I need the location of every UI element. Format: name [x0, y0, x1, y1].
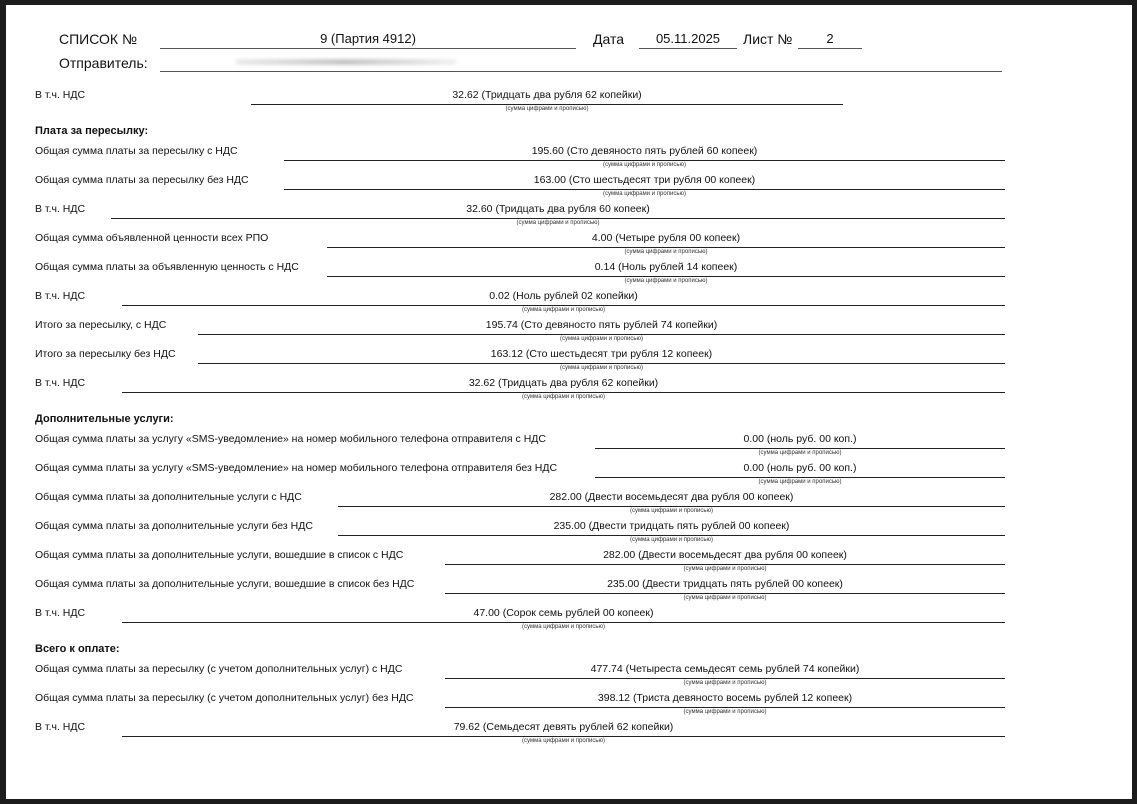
field-hint: (сумма цифрами и прописью) — [522, 623, 605, 630]
field-label: Общая сумма платы за услугу «SMS-уведомление» на номер мобильного телефона отправителя без НДС — [35, 462, 558, 474]
date-value: 05.11.2025 — [655, 31, 721, 46]
field-value: 235.00 (Двести тридцать пять рублей 00 копеек) — [607, 578, 843, 590]
field-hint: (сумма цифрами и прописью) — [630, 536, 713, 543]
field-value-box — [445, 546, 1005, 575]
field-value-box — [198, 345, 1005, 374]
field-value-box — [198, 316, 1005, 345]
sender-redacted-value — [236, 59, 456, 65]
field-value-box — [251, 86, 843, 115]
sheet-value: 2 — [826, 31, 834, 46]
section-title: Плата за пересылку: — [35, 125, 149, 137]
field-hint: (сумма цифрами и прописью) — [624, 277, 708, 284]
field-label: Общая сумма объявленной ценности всех РПО — [35, 232, 269, 244]
field-label: В т.ч. НДС — [35, 290, 86, 302]
field-value-box — [595, 430, 1005, 459]
field-label: Общая сумма платы за дополнительные услуги, вошедшие в список без НДС — [35, 578, 415, 590]
field-hint: (сумма цифрами и прописью) — [560, 364, 643, 371]
field-value: 32.62 (Тридцать два рубля 62 копейки) — [468, 377, 659, 389]
field-hint: (сумма цифрами и прописью) — [522, 393, 605, 400]
field-label: Итого за пересылку, с НДС — [35, 319, 167, 331]
field-value: 282.00 (Двести восемьдесят два рубля 00 копеек) — [549, 491, 794, 503]
additional-row — [35, 459, 1105, 488]
additional-row — [35, 517, 1105, 546]
field-value: 235.00 (Двести тридцать пять рублей 00 копеек) — [553, 520, 790, 532]
section-postage — [35, 115, 1105, 142]
field-hint: (сумма цифрами и прописью) — [683, 565, 767, 572]
field-value: 195.60 (Сто девяносто пять рублей 60 копеек) — [531, 145, 758, 157]
field-hint: (сумма цифрами и прописью) — [560, 335, 643, 342]
field-value: 398.12 (Триста девяносто восемь рублей 12 копеек) — [597, 692, 853, 704]
additional-row — [35, 546, 1105, 575]
field-hint: (сумма цифрами и прописью) — [683, 708, 767, 715]
field-label: В т.ч. НДС — [35, 377, 86, 389]
field-hint: (сумма цифрами и прописью) — [522, 737, 605, 744]
postage-row — [35, 374, 1105, 403]
field-value: 0.00 (ноль руб. 00 коп.) — [743, 433, 857, 445]
field-value-box — [445, 660, 1005, 689]
section-additional — [35, 403, 1105, 430]
postage-row — [35, 171, 1105, 200]
total-row — [35, 689, 1105, 718]
field-value-box — [122, 287, 1005, 316]
field-value-box — [122, 718, 1005, 747]
field-label: Общая сумма платы за дополнительные услуги с НДС — [35, 491, 302, 503]
postage-row — [35, 229, 1105, 258]
field-hint: (сумма цифрами и прописью) — [630, 507, 713, 514]
total-row — [35, 660, 1105, 689]
field-hint: (сумма цифрами и прописью) — [683, 679, 767, 686]
field-value: 163.12 (Сто шестьдесят три рубля 12 копеек) — [490, 348, 713, 360]
field-value-box — [445, 575, 1005, 604]
section-total — [35, 633, 1105, 660]
field-value: 47.00 (Сорок семь рублей 00 копеек) — [473, 607, 654, 619]
field-value: 4.00 (Четыре рубля 00 копеек) — [591, 232, 741, 244]
field-value: 0.02 (Ноль рублей 02 копейки) — [489, 290, 638, 302]
list-number-label: СПИСОК № — [59, 31, 137, 47]
date-line — [639, 48, 737, 49]
field-value: 282.00 (Двести восемьдесят два рубля 00 копеек) — [603, 549, 847, 561]
additional-row — [35, 430, 1105, 459]
postage-row — [35, 142, 1105, 171]
field-label: Общая сумма платы за дополнительные услуги, вошедшие в список с НДС — [35, 549, 404, 561]
field-value: 0.14 (Ноль рублей 14 копеек) — [594, 261, 738, 273]
field-label: В т.ч. НДС — [35, 607, 86, 619]
postage-row — [35, 287, 1105, 316]
postage-row — [35, 258, 1105, 287]
field-label: В т.ч. НДС — [35, 203, 86, 215]
total-row — [35, 718, 1105, 747]
field-label: Общая сумма платы за услугу «SMS-уведомление» на номер мобильного телефона отправителя с НДС — [35, 433, 546, 445]
field-value-box — [284, 142, 1005, 171]
postage-row — [35, 345, 1105, 374]
additional-row — [35, 575, 1105, 604]
field-value-box — [327, 229, 1005, 258]
field-label: Общая сумма платы за пересылку без НДС — [35, 174, 249, 186]
field-value: 32.60 (Тридцать два рубля 60 копеек) — [466, 203, 650, 215]
document-page — [6, 5, 1132, 799]
document-header — [6, 5, 1132, 85]
field-value-box — [338, 517, 1005, 546]
field-label: В т.ч. НДС — [35, 721, 86, 733]
field-value-box — [338, 488, 1005, 517]
field-label: Общая сумма платы за объявленную ценность с НДС — [35, 261, 299, 273]
field-hint: (сумма цифрами и прописью) — [505, 105, 589, 112]
field-label: Общая сумма платы за пересылку (с учетом дополнительных услуг) с НДС — [35, 663, 403, 675]
field-value-box — [122, 374, 1005, 403]
top-vat-row — [35, 86, 1105, 115]
field-label: Общая сумма платы за дополнительные услуги без НДС — [35, 520, 313, 532]
field-label: В т.ч. НДС — [35, 89, 86, 101]
field-hint: (сумма цифрами и прописью) — [758, 449, 842, 456]
sender-line — [160, 71, 1002, 72]
field-label: Общая сумма платы за пересылку с НДС — [35, 145, 238, 157]
field-value-box — [327, 258, 1005, 287]
field-value-box — [595, 459, 1005, 488]
field-value-box — [111, 200, 1005, 229]
sender-label: Отправитель: — [59, 55, 148, 71]
field-hint: (сумма цифрами и прописью) — [683, 594, 767, 601]
field-value: 32.62 (Тридцать два рубля 62 копейки) — [452, 89, 642, 101]
additional-row — [35, 488, 1105, 517]
field-hint: (сумма цифрами и прописью) — [516, 219, 600, 226]
sheet-line — [798, 48, 862, 49]
list-number-value: 9 (Партия 4912) — [320, 31, 416, 46]
field-label: Общая сумма платы за пересылку (с учетом дополнительных услуг) без НДС — [35, 692, 414, 704]
field-hint: (сумма цифрами и прописью) — [758, 478, 842, 485]
field-hint: (сумма цифрами и прописью) — [624, 248, 708, 255]
field-value-box — [284, 171, 1005, 200]
field-label: Итого за пересылку без НДС — [35, 348, 176, 360]
postage-row — [35, 316, 1105, 345]
field-value: 79.62 (Семьдесят девять рублей 62 копейки) — [453, 721, 674, 733]
field-hint: (сумма цифрами и прописью) — [522, 306, 605, 313]
field-hint: (сумма цифрами и прописью) — [603, 161, 686, 168]
field-value-box — [122, 604, 1005, 633]
section-title: Всего к оплате: — [35, 643, 120, 655]
field-value-box — [445, 689, 1005, 718]
field-value: 477.74 (Четыреста семьдесят семь рублей 74 копейки) — [590, 663, 860, 675]
section-title: Дополнительные услуги: — [35, 413, 174, 425]
additional-row — [35, 604, 1105, 633]
sheet-label: Лист № — [743, 31, 793, 47]
list-number-line — [160, 48, 576, 49]
date-label: Дата — [593, 31, 625, 47]
document-body — [35, 86, 1105, 747]
field-hint: (сумма цифрами и прописью) — [603, 190, 686, 197]
field-value: 163.00 (Сто шестьдесят три рубля 00 копеек) — [533, 174, 756, 186]
field-value: 195.74 (Сто девяносто пять рублей 74 копейки) — [485, 319, 718, 331]
field-value: 0.00 (ноль руб. 00 коп.) — [743, 462, 857, 474]
postage-row — [35, 200, 1105, 229]
